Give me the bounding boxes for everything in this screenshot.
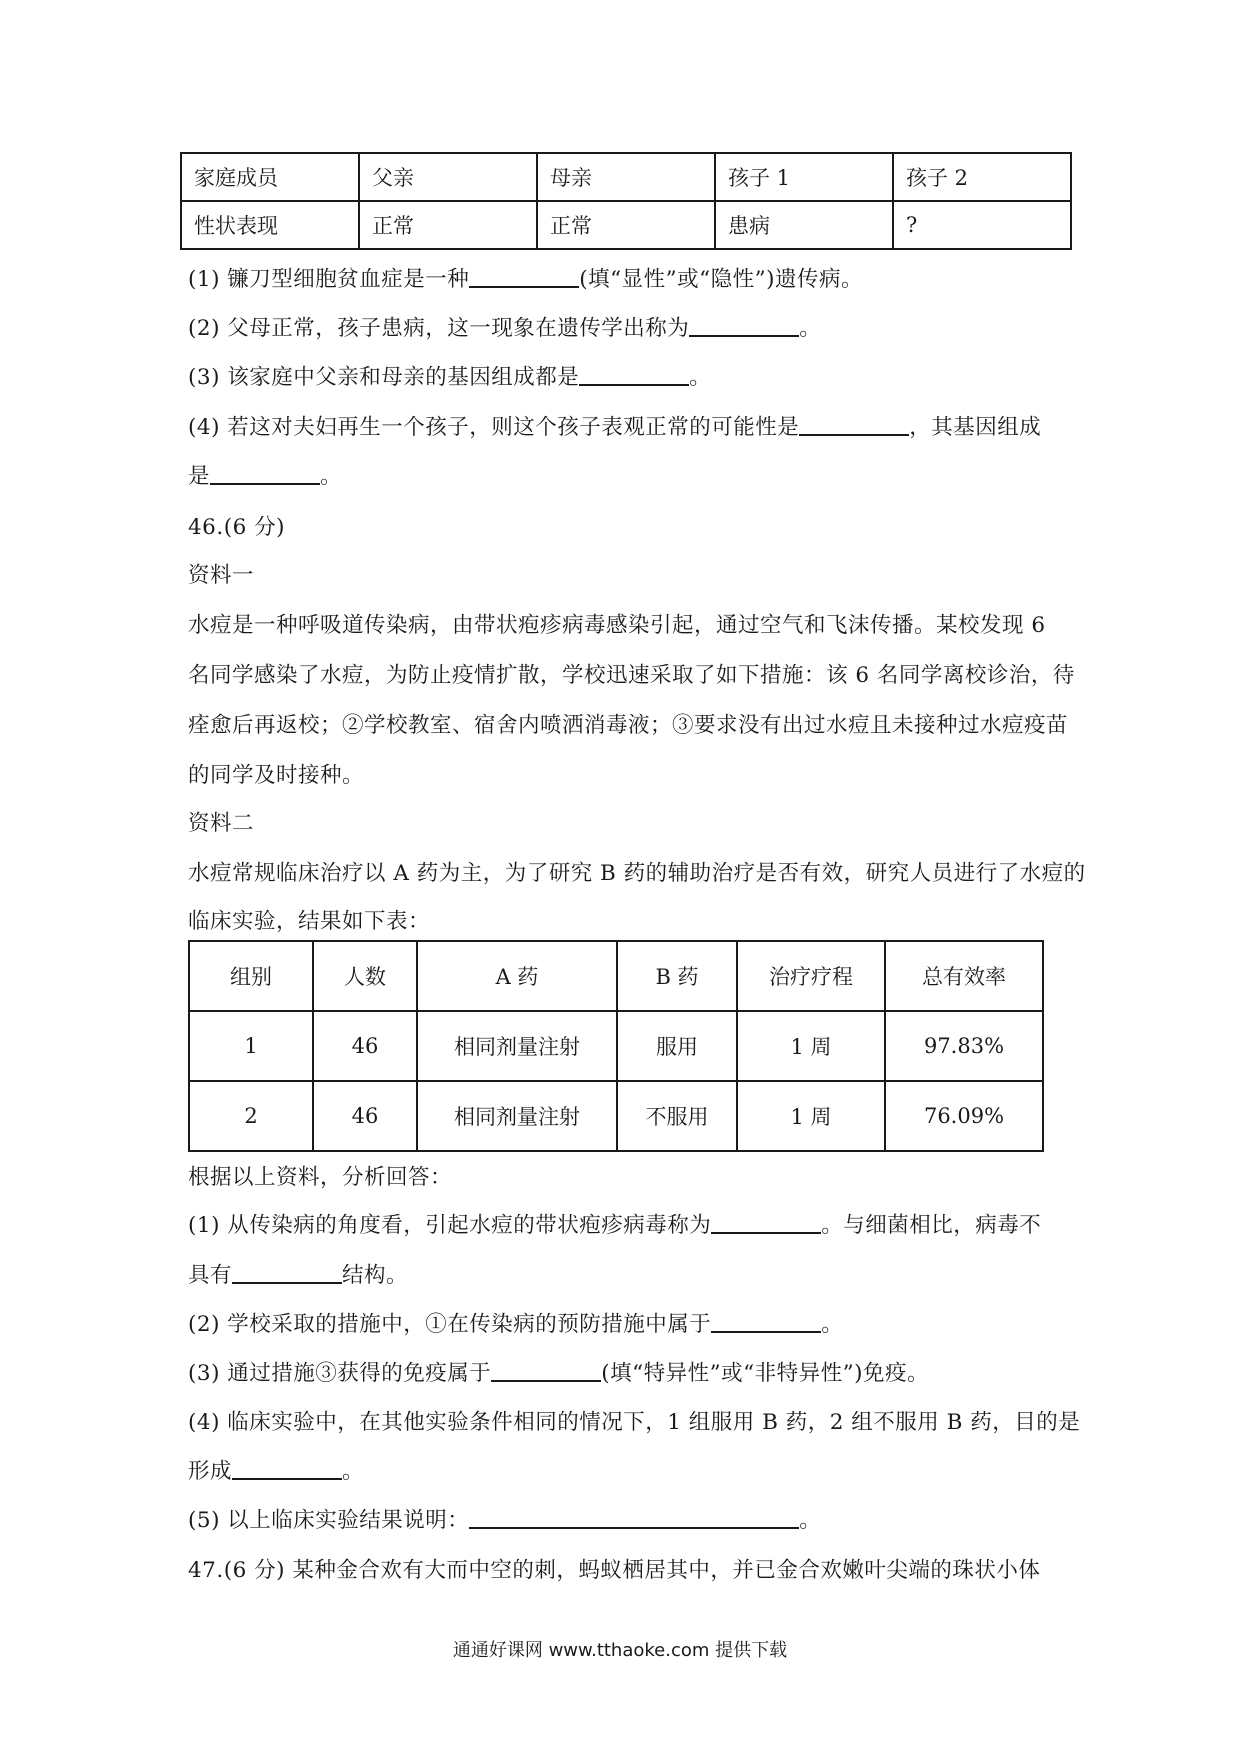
table-cell: 正常 (537, 201, 715, 249)
question-text: 。 (689, 365, 712, 390)
table-cell: 正常 (359, 201, 537, 249)
question-text: 。 (821, 1312, 844, 1337)
table-cell: 1 周 (737, 1011, 885, 1081)
question-text: ，其基因组成 (909, 415, 1042, 440)
question-text: 是 (188, 464, 211, 489)
table-cell: 患病 (715, 201, 893, 249)
question-text: (5) 以上临床实验结果说明： (188, 1508, 470, 1533)
table-cell: 性状表现 (181, 201, 359, 249)
answer-blank[interactable] (469, 266, 579, 288)
table-cell: 46 (313, 1081, 417, 1151)
question-text: (3) 通过措施③获得的免疫属于 (188, 1361, 492, 1386)
table-cell: B 药 (617, 941, 737, 1011)
footer-source: 通通好课网 www.tthaoke.com 提供下载 (452, 1640, 788, 1661)
table-row (181, 201, 1071, 249)
answer-blank[interactable] (232, 1262, 342, 1284)
question-text: 结构。 (342, 1263, 409, 1288)
question-text: (1) 镰刀型细胞贫血症是一种 (188, 267, 470, 292)
question-text: 。与细菌相比，病毒不 (821, 1213, 1042, 1238)
family-trait-table (180, 152, 1072, 250)
question-text: 。 (799, 316, 822, 341)
table-cell: 母亲 (537, 153, 715, 201)
table-cell: 父亲 (359, 153, 537, 201)
table-cell: 不服用 (617, 1081, 737, 1151)
answer-blank[interactable] (232, 1458, 342, 1480)
table-cell: 相同剂量注射 (417, 1011, 617, 1081)
question-text: (4) 若这对夫妇再生一个孩子，则这个孩子表观正常的可能性是 (188, 415, 800, 440)
answer-blank[interactable] (469, 1507, 799, 1529)
clinical-trial-table (188, 940, 1044, 1152)
q45-item-2 (188, 311, 821, 342)
answer-blank[interactable] (799, 414, 909, 436)
question-text: (填“特异性”或“非特异性”)免疫。 (601, 1361, 930, 1386)
material-one-line: 痊愈后再返校；②学校教室、宿舍内喷洒消毒液；③要求没有出过水痘且未接种过水痘疫苗 (188, 713, 1069, 738)
question-text: 形成 (188, 1459, 233, 1484)
q46-item-5 (188, 1503, 821, 1534)
table-cell: 1 周 (737, 1081, 885, 1151)
q46-item-1-cont (188, 1258, 408, 1289)
answer-blank[interactable] (711, 1311, 821, 1333)
q46-item-1 (188, 1208, 1041, 1239)
material-one-line: 水痘是一种呼吸道传染病，由带状疱疹病毒感染引起，通过空气和飞沫传播。某校发现 6 (188, 613, 1046, 638)
question-text: (2) 父母正常，孩子患病，这一现象在遗传学出称为 (188, 316, 690, 341)
material-one-line: 名同学感染了水痘，为防止疫情扩散，学校迅速采取了如下措施：该 6 名同学离校诊治，待 (188, 663, 1075, 688)
q46-item-4: (4) 临床实验中，在其他实验条件相同的情况下，1 组服用 B 药，2 组不服用 B 药，目的是 (188, 1410, 1081, 1435)
table-cell: 服用 (617, 1011, 737, 1081)
table-cell: 2 (189, 1081, 313, 1151)
table-cell: 治疗疗程 (737, 941, 885, 1011)
material-one-title: 资料一 (188, 563, 255, 588)
question-text: (1) 从传染病的角度看，引起水痘的带状疱疹病毒称为 (188, 1213, 712, 1238)
table-cell: 组别 (189, 941, 313, 1011)
answer-blank[interactable] (210, 463, 320, 485)
table-row (189, 941, 1043, 1011)
question-text: 。 (799, 1508, 822, 1533)
table-cell: 46 (313, 1011, 417, 1081)
question-text: (3) 该家庭中父亲和母亲的基因组成都是 (188, 365, 580, 390)
q45-item-3 (188, 360, 711, 391)
table-cell: 相同剂量注射 (417, 1081, 617, 1151)
table-row (189, 1011, 1043, 1081)
question-text: 。 (320, 464, 343, 489)
table-cell: 1 (189, 1011, 313, 1081)
q45-item-4 (188, 410, 1041, 441)
question-text: (2) 学校采取的措施中，①在传染病的预防措施中属于 (188, 1312, 712, 1337)
table-cell: 家庭成员 (181, 153, 359, 201)
q47-line: 47.(6 分) 某种金合欢有大而中空的刺，蚂蚁栖居其中，并已金合欢嫩叶尖端的珠状小体 (188, 1558, 1041, 1583)
material-one-line: 的同学及时接种。 (188, 763, 365, 788)
table-cell: A 药 (417, 941, 617, 1011)
table-row (181, 153, 1071, 201)
q46-item-4-cont (188, 1454, 364, 1485)
table-cell: ? (893, 201, 1071, 249)
material-two-title: 资料二 (188, 811, 255, 836)
table-cell: 76.09% (885, 1081, 1043, 1151)
answer-blank[interactable] (711, 1212, 821, 1234)
question-text: 具有 (188, 1263, 233, 1288)
q46-heading: 46.(6 分) (188, 515, 285, 540)
table-cell: 孩子 1 (715, 153, 893, 201)
q46-item-3 (188, 1356, 929, 1387)
table-cell: 孩子 2 (893, 153, 1071, 201)
question-text: (填“显性”或“隐性”)遗传病。 (579, 267, 864, 292)
table-cell: 人数 (313, 941, 417, 1011)
material-two-line: 临床实验，结果如下表： (188, 909, 431, 934)
table-row (189, 1081, 1043, 1151)
analysis-intro: 根据以上资料，分析回答： (188, 1165, 453, 1190)
table-cell: 97.83% (885, 1011, 1043, 1081)
table-cell: 总有效率 (885, 941, 1043, 1011)
answer-blank[interactable] (579, 364, 689, 386)
q45-item-4-cont (188, 459, 342, 490)
q46-item-2 (188, 1307, 843, 1338)
material-two-line: 水痘常规临床治疗以 A 药为主，为了研究 B 药的辅助治疗是否有效，研究人员进行了水痘的 (188, 861, 1086, 886)
q45-item-1 (188, 262, 863, 293)
question-text: 。 (342, 1459, 365, 1484)
answer-blank[interactable] (689, 315, 799, 337)
answer-blank[interactable] (491, 1360, 601, 1382)
